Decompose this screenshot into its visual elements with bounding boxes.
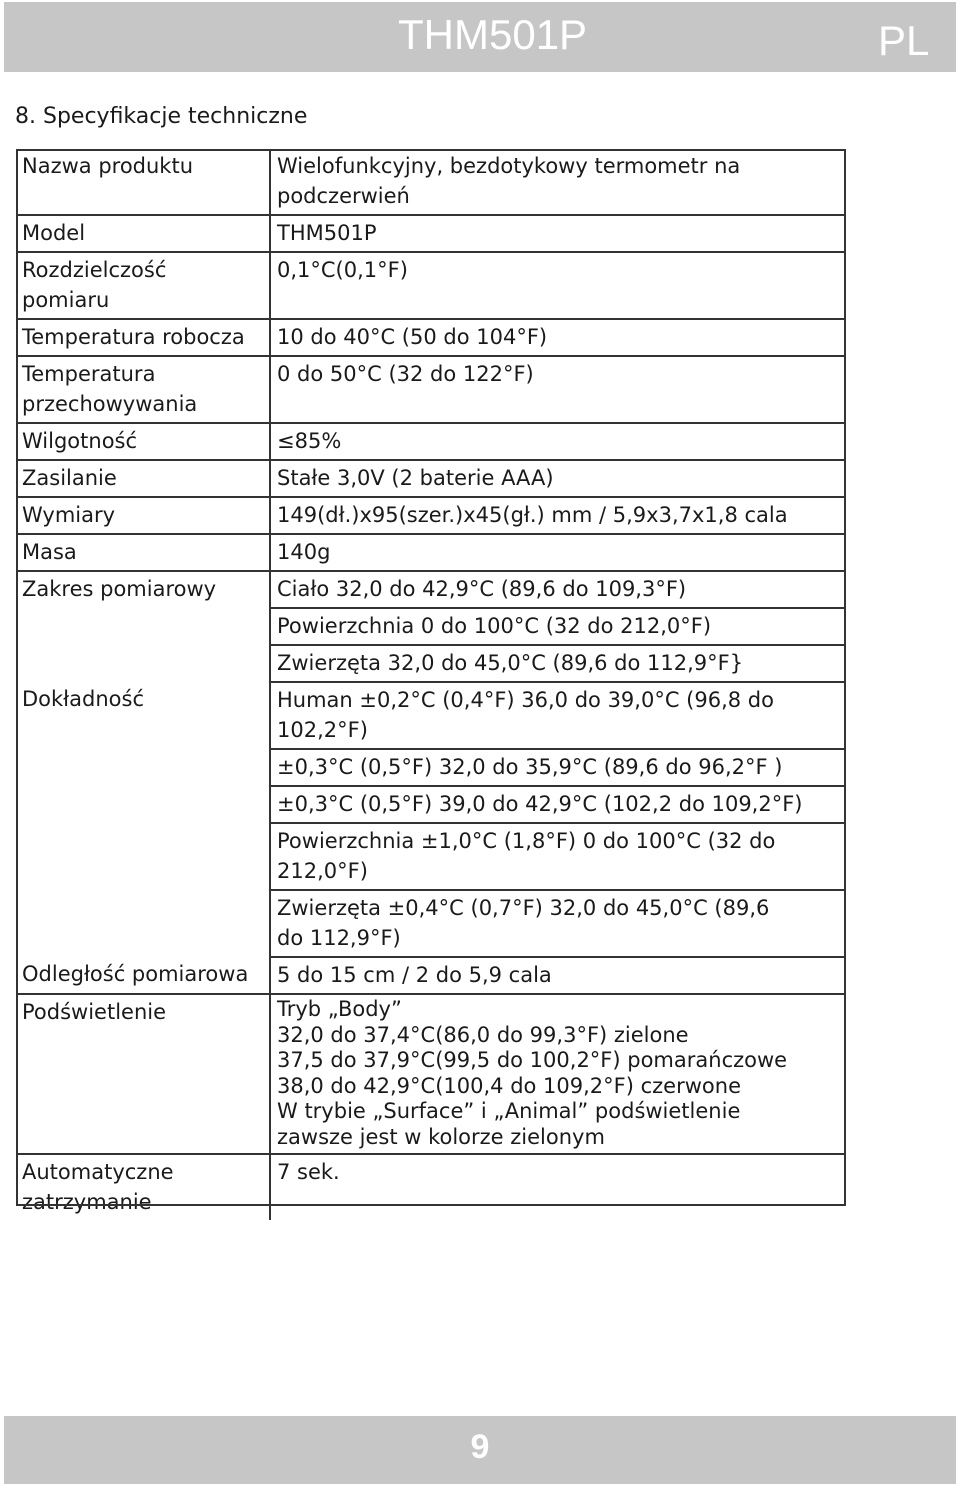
spec-value-line: 5 do 15 cm / 2 do 5,9 cala	[277, 963, 552, 987]
spec-value-line: 140g	[277, 540, 331, 564]
spec-label	[16, 215, 270, 252]
spec-value	[270, 994, 846, 1154]
spec-value-line: ±0,3°C (0,5°F) 32,0 do 35,9°C (89,6 do 96,2°F )	[277, 755, 783, 779]
spec-value	[270, 608, 846, 645]
spec-label	[16, 252, 270, 319]
spec-table-body	[16, 149, 846, 1220]
spec-row	[16, 215, 846, 252]
spec-label	[16, 356, 270, 423]
spec-label	[16, 149, 270, 215]
spec-label	[16, 319, 270, 356]
spec-label-line: Rozdzielczość	[22, 258, 167, 282]
header-language-code: PL	[878, 17, 930, 64]
spec-value	[270, 749, 846, 786]
spec-value-line: podczerwień	[277, 184, 410, 208]
spec-label	[16, 957, 270, 994]
spec-label-line: Zakres pomiarowy	[22, 577, 217, 601]
spec-label-line: przechowywania	[22, 392, 198, 416]
spec-label-line: Temperatura robocza	[22, 325, 245, 349]
spec-label	[16, 994, 270, 1154]
spec-label-line: Zasilanie	[22, 466, 117, 490]
spec-value-line: 38,0 do 42,9°C(100,4 do 109,2°F) czerwone	[277, 1073, 741, 1098]
spec-value	[270, 534, 846, 571]
spec-row	[16, 994, 846, 1154]
spec-row	[16, 682, 846, 749]
spec-label	[16, 497, 270, 534]
spec-value	[270, 319, 846, 356]
spec-value	[270, 497, 846, 534]
spec-value-line: 7 sek.	[277, 1160, 340, 1184]
spec-row	[16, 957, 846, 994]
spec-row	[16, 571, 846, 608]
spec-value-line: Zwierzęta 32,0 do 45,0°C (89,6 do 112,9°F}	[277, 651, 744, 675]
spec-value-line: Powierzchnia 0 do 100°C (32 do 212,0°F)	[277, 614, 712, 638]
spec-label-line: Odległość pomiarowa	[22, 962, 249, 986]
spec-label-line: zatrzymanie	[22, 1190, 152, 1214]
spec-row	[16, 356, 846, 423]
spec-value	[270, 252, 846, 319]
spec-value-line: 149(dł.)x95(szer.)x45(gł.) mm / 5,9x3,7x1,8 cala	[277, 503, 788, 527]
spec-value-line: Stałe 3,0V (2 baterie AAA)	[277, 466, 554, 490]
spec-label	[16, 460, 270, 497]
spec-value-line: THM501P	[277, 221, 377, 245]
spec-label-line: pomiaru	[22, 288, 110, 312]
spec-label-line: Podświetlenie	[22, 1000, 167, 1024]
spec-value-line: Wielofunkcyjny, bezdotykowy termometr na	[277, 154, 741, 178]
spec-value	[270, 356, 846, 423]
spec-value	[270, 571, 846, 608]
spec-label-line: Wymiary	[22, 503, 116, 527]
spec-label	[16, 423, 270, 460]
spec-value	[270, 957, 846, 994]
spec-value-line: Powierzchnia ±1,0°C (1,8°F) 0 do 100°C (32 do	[277, 829, 776, 853]
spec-label-line: Wilgotność	[22, 429, 138, 453]
spec-value-line: 102,2°F)	[277, 718, 368, 742]
header-model-name: THM501P	[398, 11, 588, 58]
spec-value-line: do 112,9°F)	[277, 926, 401, 950]
spec-value-line: 32,0 do 37,4°C(86,0 do 99,3°F) zielone	[277, 1022, 689, 1047]
spec-label	[16, 534, 270, 571]
spec-row	[16, 497, 846, 534]
spec-value	[270, 786, 846, 823]
spec-value-line: 10 do 40°C (50 do 104°F)	[277, 325, 548, 349]
spec-label-line: Temperatura	[22, 362, 156, 386]
spec-value-line: 37,5 do 37,9°C(99,5 do 100,2°F) pomarańczowe	[277, 1048, 788, 1072]
spec-value-line: zawsze jest w kolorze zielonym	[277, 1124, 605, 1149]
spec-value-line: 0 do 50°C (32 do 122°F)	[277, 362, 534, 386]
spec-row	[16, 1154, 846, 1220]
spec-row	[16, 423, 846, 460]
spec-row	[16, 149, 846, 215]
spec-value	[270, 215, 846, 252]
spec-value-line: 0,1°C(0,1°F)	[277, 258, 408, 282]
spec-label-line: Automatyczne	[22, 1160, 174, 1184]
spec-value	[270, 823, 846, 890]
spec-value-line: Tryb „Body”	[277, 997, 402, 1021]
spec-label-line: Model	[22, 221, 86, 245]
spec-row	[16, 460, 846, 497]
spec-row	[16, 534, 846, 571]
section-title: 8. Specyfikacje techniczne	[15, 104, 308, 129]
spec-value	[270, 682, 846, 749]
spec-label	[16, 1154, 270, 1220]
spec-label-line: Masa	[22, 540, 77, 564]
spec-row	[16, 252, 846, 319]
spec-label	[16, 571, 270, 682]
spec-value-line: Ciało 32,0 do 42,9°C (89,6 do 109,3°F)	[277, 577, 687, 601]
page-number: 9	[470, 1428, 490, 1466]
spec-value-line: ≤85%	[277, 429, 342, 453]
spec-value-line: ±0,3°C (0,5°F) 39,0 do 42,9°C (102,2 do 109,2°F)	[277, 792, 803, 816]
spec-value-line: Zwierzęta ±0,4°C (0,7°F) 32,0 do 45,0°C (89,6	[277, 896, 770, 920]
spec-label-line: Dokładność	[22, 687, 144, 711]
spec-value	[270, 645, 846, 682]
spec-value	[270, 460, 846, 497]
spec-value	[270, 423, 846, 460]
spec-value	[270, 890, 846, 957]
spec-row	[16, 319, 846, 356]
spec-value	[270, 1154, 846, 1220]
spec-table	[16, 149, 846, 1220]
spec-value-line: W trybie „Surface” i „Animal” podświetlenie	[277, 1099, 741, 1123]
spec-value	[270, 149, 846, 215]
spec-label	[16, 682, 270, 957]
spec-value-line: 212,0°F)	[277, 859, 368, 883]
spec-label-line: Nazwa produktu	[22, 154, 194, 178]
spec-value-line: Human ±0,2°C (0,4°F) 36,0 do 39,0°C (96,8 do	[277, 688, 774, 712]
